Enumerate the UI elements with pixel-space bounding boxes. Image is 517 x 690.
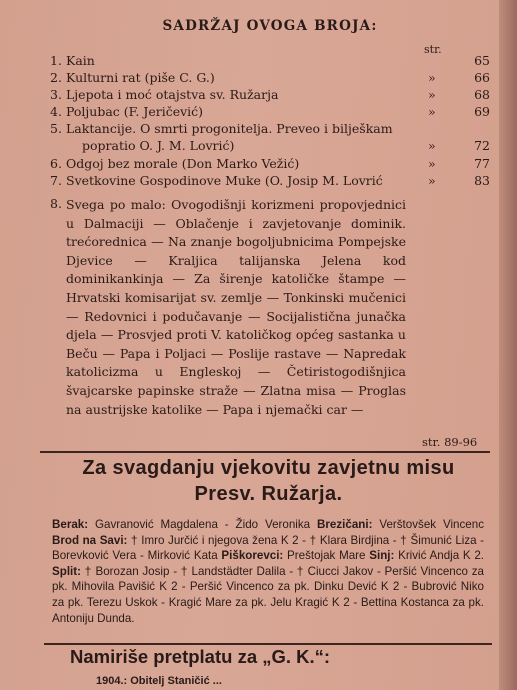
ditto-mark: » — [428, 70, 436, 85]
footer-line: 1904.: Obitelj Staničić ... — [96, 675, 222, 687]
footer-divider — [44, 643, 492, 645]
toc-item-title-cont: popratio O. J. M. Lovrić) — [82, 138, 235, 153]
toc-item-title: Ljepota i moć otajstva sv. Ružarja — [66, 87, 279, 102]
toc-item-page: 83 — [474, 173, 490, 188]
toc-item-number: 3. — [50, 87, 62, 102]
toc-item-8-number: 8. — [50, 196, 62, 211]
toc-item-title: Kulturni rat (piše C. G.) — [66, 70, 215, 85]
toc-item-title: Laktancije. O smrti progonitelja. Preveo i bilješkam — [66, 121, 393, 136]
toc-item-title: Kain — [66, 53, 95, 68]
section-divider — [40, 451, 490, 453]
section-heading-line-2: Presv. Ružarja. — [194, 483, 343, 505]
toc-item-number: 6. — [50, 156, 62, 171]
ditto-mark: » — [428, 87, 436, 102]
toc-item-number: 4. — [50, 104, 62, 119]
ditto-mark: » — [428, 138, 436, 153]
donor-list: Berak: Gavranović Magdalena - Žido Veronika Brezičani: Verštovšek Vincenc Brod na Savi: † Imro Jurčić i njegova žena K 2 - † Klara Birdjina - † Šimunić Liza - Borevković Vera - Mirković Kata Piškorevci: Preštojak Mare Sinj: Krivić Andja K 2. Split: † Borozan Josip - † Landstädter Dalila - † Ciucci Jakov - Peršić Vincenco za pk. Mihovila Pavišić K 2 - Peršić Vincenco za pk. Dinku Dević K 2 - Bubrović Niko za pk. Terezu Uskok - Kragić Mare za pk. Jelu Kragić K 2 - Bettina Kostanca za pk. Antoniju Dunda. — [52, 518, 485, 625]
toc-item-number: 2. — [50, 70, 62, 85]
toc-item-number: 7. — [50, 173, 62, 188]
footer-heading: Namiriše pretplatu za „G. K.“: — [70, 646, 331, 667]
toc-item-page: 72 — [474, 138, 490, 153]
toc-item-title: Odgoj bez morale (Don Marko Vežić) — [66, 156, 300, 171]
toc-item-title: Svetkovine Gospodinove Muke (O. Josip M. Lovrić — [66, 173, 383, 188]
toc-item-page: 68 — [474, 87, 490, 102]
ditto-mark: » — [428, 104, 436, 119]
toc-title: SADRŽAJ OVOGA BROJA: — [162, 18, 378, 34]
toc-item-page: 69 — [474, 104, 490, 119]
section-heading-line-1: Za svagdanju vjekovitu zavjetnu misu — [82, 457, 455, 479]
toc-item-8-pages: str. 89-96 — [422, 435, 478, 449]
ditto-mark: » — [428, 173, 436, 188]
page-edge — [499, 0, 517, 690]
toc-item-page: 66 — [474, 70, 490, 85]
toc-item-number: 1. — [50, 53, 62, 68]
ditto-mark: » — [428, 156, 436, 171]
toc-item-number: 5. — [50, 121, 62, 136]
toc-item-page: 77 — [474, 156, 490, 171]
toc-item-8-text: Svega po malo: Ovogodišnji korizmeni propovjednici u Dalmaciji — Oblačenje i zavjetovanje dominik. trećorednica — Na znanje bogoljubnicima Pompejske Djevice — Kraljica talijanska Jelena kod dominikankinja — Za širenje katoličke štampe — Hrvatski komisarijat sv. zemlje — Tonkinski mučenici — Redovnici i podučavanje — Socijalistična junačka djela — Prosvjed proti V. katoličkog općeg sastanka u Beču — Papa i Poljaci — Poslije rastave — Napredak katolicizma u Engleskoj — Četiristogodišnjica švajcarske papinske straže — Zlatna misa — Proglas na austrijske katolike — Papa i njemački car — — [66, 197, 406, 417]
toc-item-page: 65 — [474, 53, 490, 68]
toc-item-title: Poljubac (F. Jeričević) — [66, 104, 204, 119]
toc-page-column-label: str. — [424, 43, 442, 56]
